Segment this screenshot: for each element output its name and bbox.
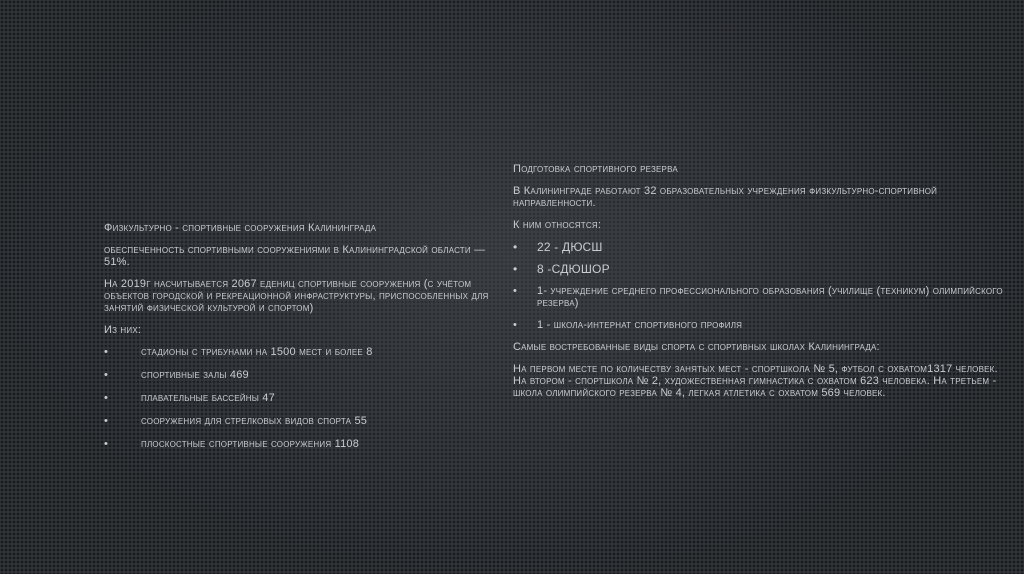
right-institutions-paragraph: В Калининграде работают 32 образовательных учреждения физкультурно-спортивной направленности. [513,185,938,209]
list-item-text: сооружения для стрелковых видов спорта 55 [141,415,368,427]
right-text-column [513,163,1008,409]
bullet-icon: • [104,392,109,404]
bullet-icon: • [513,240,518,254]
list-item-text: 1 - школа-интернат спортивного профиля [537,319,743,331]
bullet-icon: • [513,285,518,297]
right-include-label: К ним относятся: [513,219,602,231]
list-item-text: плавательные бассейны 47 [141,392,275,404]
bullet-icon: • [104,415,109,427]
list-item-text: стадионы с трибунами на 1500 мест и более 8 [141,346,373,358]
list-item [104,415,499,427]
list-item [104,392,499,404]
list-item [513,319,1008,331]
list-item-text: плоскостные спортивные сооружения 1108 [141,438,360,450]
list-item [513,285,1008,309]
right-title: Подготовка спортивного резерва [513,163,678,175]
list-item-text: 1- учреждение среднего профессионального образования (училище (техникум) олимпийского резерва) [537,285,1003,309]
list-item [513,263,1008,275]
right-ranking-paragraph: На первом месте по количеству занятых мест - спортшкола № 5, футбол с охватом1317 человек. На втором - спортшкола № 2, художественная гимнастика с охватом 623 человека. На третьем - школа олимпийского резерва № 4, легкая атлетика с охватом 569 человек. [513,363,998,399]
list-item-text: 22 - ДЮСШ [537,240,603,254]
list-item [104,346,499,358]
list-item-text: спортивные залы 469 [141,369,249,381]
left-text-column [104,222,499,461]
right-popular-sports-label: Самые востребованные виды спорта с спортивных школах Калининграда: [513,341,880,353]
bullet-icon: • [104,346,109,358]
bullet-icon: • [104,438,109,450]
list-item [513,241,1008,253]
bullet-icon: • [104,369,109,381]
list-item [104,438,499,450]
list-item-text: 8 -СДЮШОР [537,262,610,276]
left-facilities-list [104,346,499,450]
right-institutions-list [513,241,1008,331]
bullet-icon: • [513,319,518,331]
left-provision-paragraph: обеспеченность спортивными сооружениями в Калининградской области — 51%. [104,244,486,268]
left-title: Физкультурно - спортивные сооружения Калининграда [104,222,377,234]
bullet-icon: • [513,262,518,276]
left-count-paragraph: На 2019г насчитывается 2067 едениц спортивные сооружения (с учётом объектов городской и рекреационной инфраструктуры, приспособленных для занятий физической культурой и спортом) [104,278,489,314]
list-item [104,369,499,381]
left-of-them-label: Из них: [104,324,142,336]
